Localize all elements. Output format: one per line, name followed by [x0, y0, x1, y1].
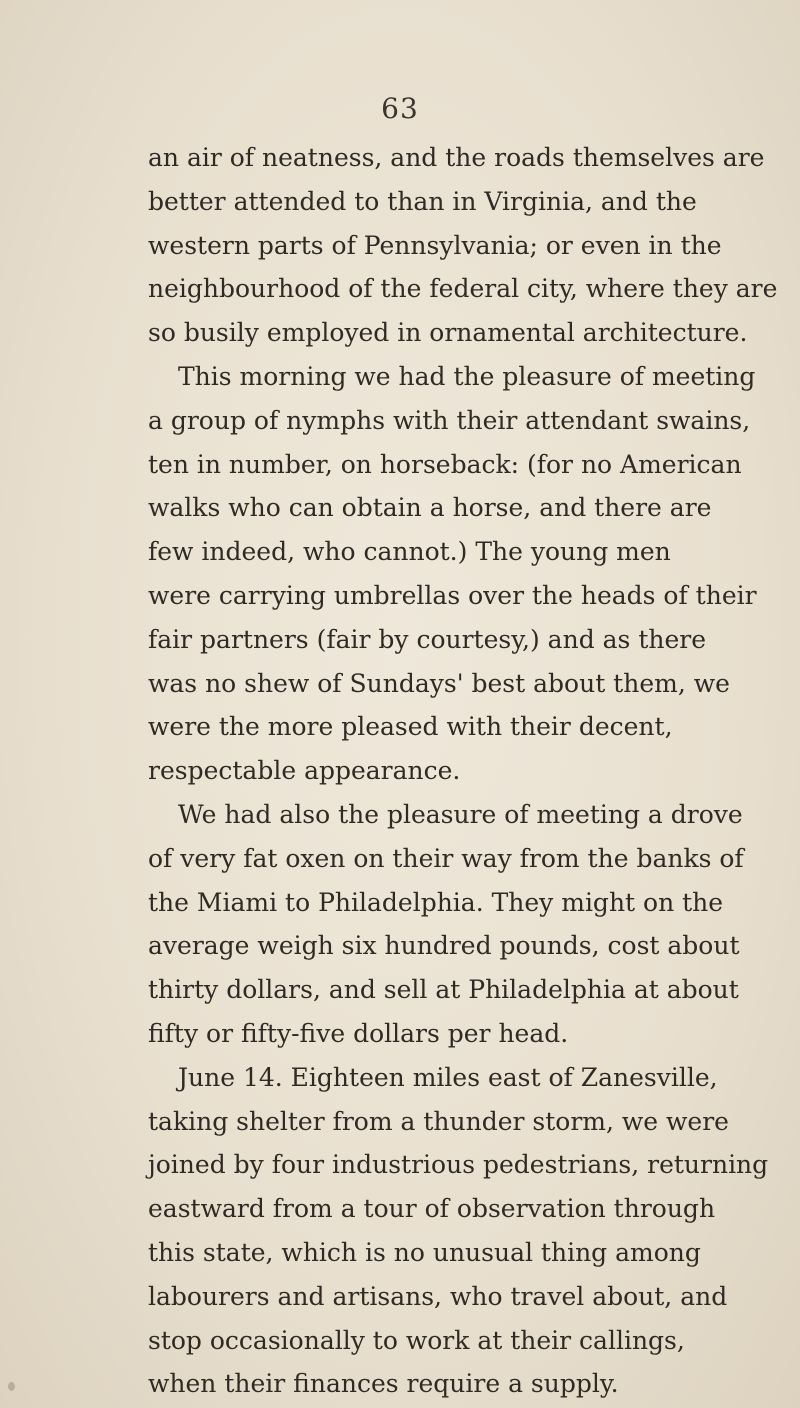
- text-line: ten in number, on horseback: (for no American: [148, 449, 742, 479]
- text-line: this state, which is no unusual thing among: [148, 1237, 701, 1267]
- paragraph-start-line: June 14. Eighteen miles east of Zanesville,: [178, 1062, 718, 1092]
- text-line: taking shelter from a thunder storm, we were: [148, 1106, 729, 1136]
- body-text: [148, 136, 778, 1406]
- text-line: of very fat oxen on their way from the banks of: [148, 843, 744, 873]
- paper-speck: [8, 1382, 15, 1391]
- text-line: better attended to than in Virginia, and the: [148, 186, 697, 216]
- text-line: a group of nymphs with their attendant swains,: [148, 405, 751, 435]
- text-line: fifty or fifty-five dollars per head.: [148, 1018, 569, 1048]
- text-line: the Miami to Philadelphia. They might on the: [148, 887, 724, 917]
- text-line: eastward from a tour of observation through: [148, 1194, 716, 1224]
- text-line: average weigh six hundred pounds, cost about: [148, 931, 740, 961]
- text-line: western parts of Pennsylvania; or even in the: [148, 230, 722, 260]
- text-line: so busily employed in ornamental architecture.: [148, 318, 748, 348]
- text-line: walks who can obtain a horse, and there are: [148, 493, 712, 523]
- text-line: fair partners (fair by courtesy,) and as there: [148, 624, 707, 654]
- text-line: neighbourhood of the federal city, where they are: [148, 274, 778, 304]
- text-line: thirty dollars, and sell at Philadelphia at about: [148, 975, 739, 1005]
- text-line: joined by four industrious pedestrians, returning: [148, 1150, 769, 1180]
- paragraph-start-line: This morning we had the pleasure of meeting: [178, 361, 756, 391]
- paragraph-start-line: We had also the pleasure of meeting a drove: [178, 799, 743, 829]
- text-line: labourers and artisans, who travel about, and: [148, 1281, 728, 1311]
- text-line: stop occasionally to work at their callings,: [148, 1325, 685, 1355]
- text-line: few indeed, who cannot.) The young men: [148, 537, 671, 567]
- text-line: were the more pleased with their decent,: [148, 712, 673, 742]
- text-line: were carrying umbrellas over the heads of their: [148, 580, 757, 610]
- text-line: an air of neatness, and the roads themselves are: [148, 143, 765, 172]
- text-line: was no shew of Sundays' best about them, we: [148, 668, 730, 698]
- page-number: 63: [381, 92, 419, 125]
- text-line: when their finances require a supply.: [148, 1369, 619, 1399]
- text-line: respectable appearance.: [148, 756, 461, 786]
